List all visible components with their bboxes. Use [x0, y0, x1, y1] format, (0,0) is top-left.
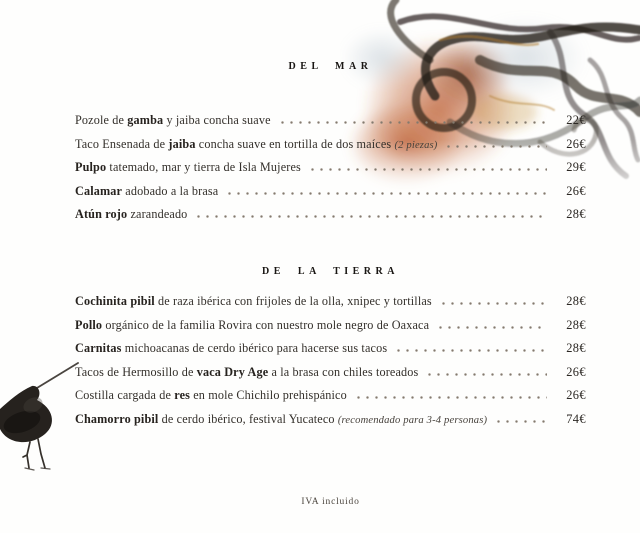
menu-item-row — [75, 337, 586, 361]
dish-description: Taco Ensenada de jaiba concha suave en tortilla de dos maíces (2 piezas) — [75, 136, 438, 151]
dot-leader — [394, 349, 547, 352]
dot-leader — [354, 396, 547, 399]
dot-leader — [194, 215, 547, 218]
menu-item-row — [75, 203, 586, 227]
menu-item-row — [75, 133, 586, 157]
section-title-del-mar: DEL MAR — [288, 61, 373, 72]
price: 74€ — [566, 411, 586, 426]
price: 26€ — [566, 136, 586, 151]
dot-leader — [278, 121, 547, 124]
dish-description: Cochinita pibil de raza ibérica con frijoles de la olla, xnipec y tortillas — [75, 294, 432, 308]
section-de-la-tierra-items — [75, 290, 586, 432]
price: 26€ — [566, 183, 586, 198]
section-del-mar-items — [75, 109, 586, 227]
dot-leader — [444, 145, 547, 148]
menu-item-row — [75, 408, 586, 432]
dot-leader — [425, 373, 547, 376]
menu-item-row — [75, 314, 586, 338]
price: 22€ — [566, 113, 586, 127]
dish-description: Chamorro pibil de cerdo ibérico, festival Yucateco (recomendado para 3-4 personas) — [75, 411, 488, 426]
price: 29€ — [566, 160, 586, 175]
dot-leader — [439, 302, 547, 305]
dot-leader — [308, 168, 547, 171]
dish-description: Pulpo tatemado, mar y tierra de Isla Mujeres — [75, 160, 301, 175]
dish-description: Pozole de gamba y jaiba concha suave — [75, 113, 271, 127]
menu-item-row — [75, 384, 586, 408]
menu-item-row — [75, 156, 586, 180]
price: 26€ — [566, 364, 586, 379]
price: 28€ — [566, 317, 586, 332]
dot-leader — [494, 420, 547, 423]
dish-description: Costilla cargada de res en mole Chichilo prehispánico — [75, 388, 347, 403]
dish-description: Tacos de Hermosillo de vaca Dry Age a la brasa con chiles toreados — [75, 364, 419, 379]
menu-item-row — [75, 361, 586, 385]
dish-description: Carnitas michoacanas de cerdo ibérico para hacerse sus tacos — [75, 341, 388, 356]
dot-leader — [225, 192, 547, 195]
price: 28€ — [566, 294, 586, 308]
dish-description: Pollo orgánico de la familia Rovira con nuestro mole negro de Oaxaca — [75, 317, 430, 332]
menu-item-row — [75, 109, 586, 133]
menu-item-row — [75, 180, 586, 204]
section-title-de-la-tierra: DE LA TIERRA — [262, 266, 399, 277]
menu-content — [75, 0, 586, 533]
price: 28€ — [566, 341, 586, 356]
footer-note: IVA incluido — [301, 497, 360, 507]
dish-description: Calamar adobado a la brasa — [75, 183, 219, 198]
dish-description: Atún rojo zarandeado — [75, 207, 188, 222]
dot-leader — [436, 326, 547, 329]
price: 26€ — [566, 388, 586, 403]
menu-item-row — [75, 290, 586, 314]
price: 28€ — [566, 207, 586, 222]
